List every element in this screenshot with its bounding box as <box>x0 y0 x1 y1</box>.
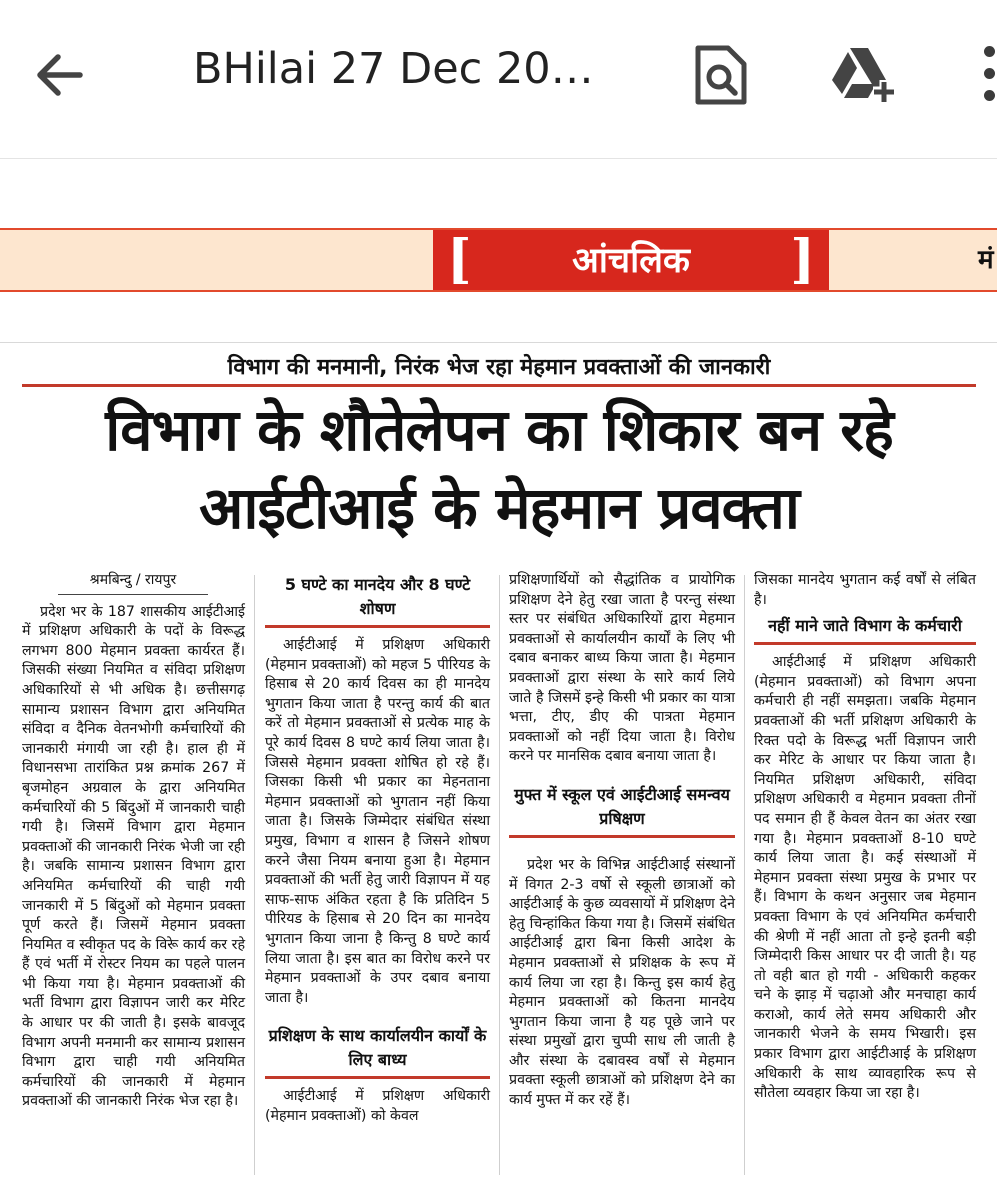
article-column-1 <box>22 571 245 1116</box>
column-divider <box>744 575 745 1175</box>
byline: श्रमबिन्दु / रायपुर <box>58 571 208 595</box>
kicker-rule <box>22 384 976 387</box>
section-label: आंचलिक <box>572 241 690 281</box>
column-divider <box>254 575 255 1175</box>
paragraph: आईटीआई में प्रशिक्षण अधिकारी (मेहमान प्रवक्ताओं) को विभाग अपना कर्मचारी ही नहीं समझता। जबकि मेहमान प्रवक्ताओं की भर्ती प्रशिक्षण अधिकारी के रिक्त पदो के विरूद्ध भर्ती विज्ञापन जारी कर मेरिट के आधार पर किया जाता है। नियमित प्रशिक्षण अधिकारी, संविदा प्रशिक्षण अधिकारी व मेहमान प्रवक्ता तीनों पद समान ही हैं केवल वेतन का अंतर रखा गया है। मेहमान प्रवक्ताओं 8-10 घण्टे कार्य लिया जाता है। कई संस्थाओं में मेहमान प्रवक्ता संस्था प्रमुख के प्रभार पर हैं। विभाग के कथन अनुसार जब मेहमान प्रवक्ता विभाग के एवं अनियमित कर्मचारी की श्रेणी में नहीं आता तो इन्हे इतनी बड़ी जिम्मेदारी किस आधार पर दी जाती है। यह तो वही बात हो गयी - अधिकारी कहकर चने के झाड़ में चढ़ाओ और मनचाहा कार्य कराओ, कार्य लेते समय अधिकारी और जानकारी भेजने के समय भिखारी। इस प्रकार विभाग द्वारा आईटीआई के प्रशिक्षण अधिकारी के साथ व्यावहारिक रूप से सौतेला व्यवहार किया जा रहा है। <box>754 654 976 1102</box>
document-title: BHilai 27 Dec 20… <box>193 44 594 94</box>
back-arrow-icon[interactable] <box>30 45 90 105</box>
left-bracket-icon: [ <box>447 229 472 290</box>
find-in-page-icon[interactable] <box>692 42 750 108</box>
paragraph: आईटीआई में प्रशिक्षण अधिकारी (मेहमान प्रवक्ताओं) को केवल <box>265 1088 490 1124</box>
subheading: 5 घण्टे का मानदेय और 8 घण्टे शोषण <box>265 573 490 628</box>
paragraph: प्रदेश भर के 187 शासकीय आईटीआई में प्रशिक्षण अधिकारी के पदों के विरूद्ध लगभग 800 मेहमान प्रवक्ता कार्यरत हैं। जिसकी संख्या नियमित व संविदा प्रशिक्षण अधिकारियों से भी अधिक है। छत्तीसगढ़ सामान्य प्रशासन विभाग द्वारा अनियमित संविदा व दैनिक वेतनभोगी कर्मचारियों की जानकारी मंगायी जा रही है। हाल ही में विधानसभा तारांकित प्रश्न क्रमांक 267 में बृजमोहन अग्रवाल के द्वारा अनियमित कर्मचारियों की 5 बिंदुओं में जानकारी चाही गयी है। जिसमें विभाग द्वारा मेहमान प्रवक्ताओं की जानकारी निरंक भेजी जा रही है। जबकि सामान्य प्रशासन विभाग द्वारा अनियमित कर्मचारियों की चाही गयी जानकारी में 5 बिंदुओं को मेहमान प्रवक्ता पूर्ण करते हैं। जिसमें मेहमान प्रवक्ता नियमित व स्वीकृत पद के विरूे कार्य कर रहे हैं एवं भर्ती में रोस्टर नियम का पहले पालन भी किया गया है। मेहमान प्रवक्ताओं की भर्ती विभाग द्वारा विज्ञापन जारी कर मेरिट के आधार पर की जाती है। इसके बावजूद विभाग अपनी मनमानी कर सामान्य प्रशासन विभाग द्वारा चाही गयी अनियमित कर्मचारियों की जानकारी में मेहमान प्रवक्ताओं की जानकारी निरंक भेज रहा है। <box>22 603 245 1110</box>
column-divider <box>499 575 500 1175</box>
right-bracket-icon: ] <box>790 229 815 290</box>
article-headline: विभाग के शौतेलेपन का शिकार बन रहे आईटीआई के मेहमान प्रवक्ता <box>105 396 893 542</box>
section-banner <box>0 228 997 292</box>
section-label-band <box>433 230 829 290</box>
article-column-3 <box>509 571 735 1115</box>
more-vert-icon[interactable] <box>978 46 997 106</box>
article-kicker: विभाग की मनमानी, निरंक भेज रहा मेहमान प्रवक्ताओं की जानकारी <box>227 355 771 380</box>
add-to-drive-icon[interactable] <box>826 44 902 106</box>
subheading: प्रशिक्षण के साथ कार्यालयीन कार्यों के लिए बाध्य <box>265 1024 490 1079</box>
article-column-2 <box>265 571 490 1130</box>
article-column-4 <box>754 571 976 1108</box>
section-edge-text: मं <box>978 245 994 275</box>
paragraph: आईटीआई में प्रशिक्षण अधिकारी (मेहमान प्रवक्ताओं) को महज 5 पीरियड के हिसाब से 20 कार्य दिवस का ही मानदेय भुगतान किया जाता है परन्तु कार्य की बात करें तो मेहमान प्रवक्ताओं से प्रत्येक माह के पूरे कार्य दिवस 8 घण्टे कार्य लिया जाता है। जिससे मेहमान प्रवक्ता शोषित हो रहे हैं। जिसका किसी भी प्रकार का मेहनताना मेहमान प्रवक्ताओं को भुगतान नहीं किया जाता है। जिसके जिम्मेदार संबंधित संस्था प्रमुख, विभाग व शासन है जिसने शोषण करने जैसा नियम बनाया हुआ है। मेहमान प्रवक्ताओं की भर्ती हेतु जारी विज्ञापन में यह साफ-साफ अंकित रहता है कि प्रतिदिन 5 पीरियड के हिसाब से 20 दिन का मानदेय भुगतान किया जाना है किन्तु 8 घण्टे कार्य लिया जाता है। इस बात का विरोध करने पर मेहमान प्रवक्ताओं के उपर दबाव बनाया जाता है। <box>265 637 490 1006</box>
paragraph: जिसका मानदेय भुगतान कई वर्षों से लंबित है। <box>754 572 976 608</box>
paragraph: प्रदेश भर के विभिन्न आईटीआई संस्थानों में विगत 2-3 वर्षो से स्कूली छात्राओं को आईटीआई के कुछ व्यवसायों में प्रशिक्षण देने हेतु चिन्हांकित किया गया है। जिसमें संबंधित आईटीआई द्वारा बिना किसी आदेश के मेहमान प्रवक्ताओं से प्रशिक्षक के रूप में कार्य लिया जा रहा है। किन्तु इस कार्य हेतु मेहमान प्रवक्ताओं को कितना मानदेय भुगतान किया जाना है यह पूछे जाने पर संस्था प्रमुखों द्वारा चुप्पी साध ली जाती है और संस्था के दबावस्व वर्षों से मेहमान प्रवक्ता स्कूली छात्राओं को प्रशिक्षण देने का कार्य मुफ्त में कर रहें हैं। <box>509 856 735 1109</box>
subheading: मुफ्त में स्कूल एवं आईटीआई समन्वय प्रषिक्षण <box>509 783 735 838</box>
news-article <box>0 342 997 1179</box>
paragraph: प्रशिक्षणार्थियों को सैद्धांतिक व प्रायोगिक प्रशिक्षण देने हेतु रखा जाता है परन्तु संस्था स्तर पर संबंधित अधिकारियों द्वारा मेहमान प्रवक्ताओं से कार्यालयीन कार्यों के लिए भी दबाव बनाकर बाध्य किया जाता है। मेहमान प्रवक्ताओं द्वारा संस्था के सारे कार्य लिये जाते है जिसमें इन्हे किसी भी प्रकार का यात्रा भत्ता, टीए, डीए की पात्रता मेहमान प्रवक्ताओं को नहीं दिया जाता है। विरोध करने पर मानसिक दबाव बनाया जाता है। <box>509 572 735 765</box>
subheading: नहीं माने जाते विभाग के कर्मचारी <box>754 614 976 645</box>
app-bar <box>0 0 997 159</box>
